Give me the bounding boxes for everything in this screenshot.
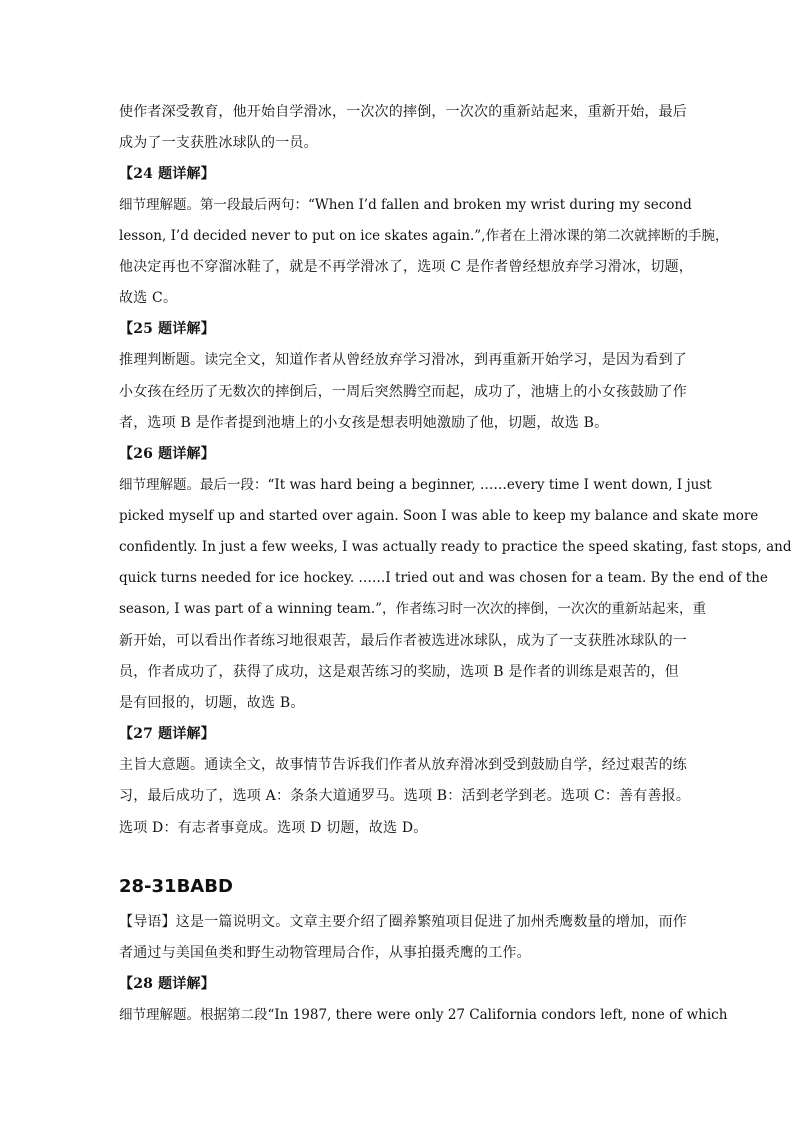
paragraph-line: quick turns needed for ice hockey. ……I tried out and was chosen for a team. By the end of the — [119, 570, 768, 586]
paragraph-line: 小女孩在经历了无数次的摔倒后，一周后突然腾空而起，成功了，池塘上的小女孩鼓励了作 — [119, 384, 687, 400]
paragraph-line: 主旨大意题。通读全文，故事情节告诉我们作者从放弃滑冰到受到鼓励自学，经过艰苦的练 — [119, 757, 687, 773]
question-heading-24: 【24 题详解】 — [119, 166, 215, 182]
paragraph-line: 员，作者成功了，获得了成功，这是艰苦练习的奖励，选项 B 是作者的训练是艰苦的，但 — [119, 664, 679, 680]
paragraph-line: 故选 C。 — [119, 290, 178, 306]
paragraph-line: 成为了一支获胜冰球队的一员。 — [119, 135, 318, 151]
question-heading-27: 【27 题详解】 — [119, 726, 215, 742]
section-title: 28-31BABD — [119, 876, 233, 897]
question-heading-28: 【28 题详解】 — [119, 976, 215, 992]
paragraph-line: 细节理解题。第一段最后两句：“When I’d fallen and broken my wrist during my second — [119, 197, 692, 213]
paragraph-line: 选项 D：有志者事竟成。选项 D 切题，故选 D。 — [119, 820, 428, 836]
paragraph-line: 者，选项 B 是作者提到池塘上的小女孩是想表明她激励了他，切题，故选 B。 — [119, 415, 609, 431]
paragraph-line: confidently. In just a few weeks, I was actually ready to practice the speed skating, fast stops, and — [119, 539, 792, 555]
question-heading-26: 【26 题详解】 — [119, 446, 215, 462]
paragraph-line: 细节理解题。根据第二段“In 1987, there were only 27 California condors left, none of which — [119, 1007, 728, 1023]
paragraph-line: 新开始，可以看出作者练习地很艰苦，最后作者被选进冰球队，成为了一支获胜冰球队的一 — [119, 633, 687, 649]
paragraph-line: lesson, I’d decided never to put on ice skates again.”,作者在上滑冰课的第二次就摔断的手腕， — [119, 228, 729, 244]
paragraph-line: 【导语】这是一篇说明文。文章主要介绍了圈养繁殖项目促进了加州秃鹰数量的增加，而作 — [119, 914, 687, 930]
paragraph-line: 使作者深受教育，他开始自学滑冰，一次次的摔倒，一次次的重新站起来，重新开始，最后 — [119, 104, 687, 120]
paragraph-line: season, I was part of a winning team.”，作者练习时一次次的摔倒，一次次的重新站起来，重 — [119, 601, 707, 617]
question-heading-25: 【25 题详解】 — [119, 321, 215, 337]
paragraph-line: 他决定再也不穿溜冰鞋了，就是不再学滑冰了，选项 C 是作者曾经想放弃学习滑冰，切题， — [119, 259, 694, 275]
paragraph-line: 推理判断题。读完全文，知道作者从曾经放弃学习滑冰，到再重新开始学习，是因为看到了 — [119, 352, 687, 368]
paragraph-line: picked myself up and started over again. Soon I was able to keep my balance and skate more — [119, 508, 759, 524]
paragraph-line: 习，最后成功了，选项 A：条条大道通罗马。选项 B：活到老学到老。选项 C：善有善报。 — [119, 788, 691, 804]
paragraph-line: 细节理解题。最后一段：“It was hard being a beginner, ……every time I went down, I just — [119, 477, 712, 493]
paragraph-line: 是有回报的，切题，故选 B。 — [119, 695, 305, 711]
paragraph-line: 者通过与美国鱼类和野生动物管理局合作，从事拍摄秃鹰的工作。 — [119, 945, 531, 961]
